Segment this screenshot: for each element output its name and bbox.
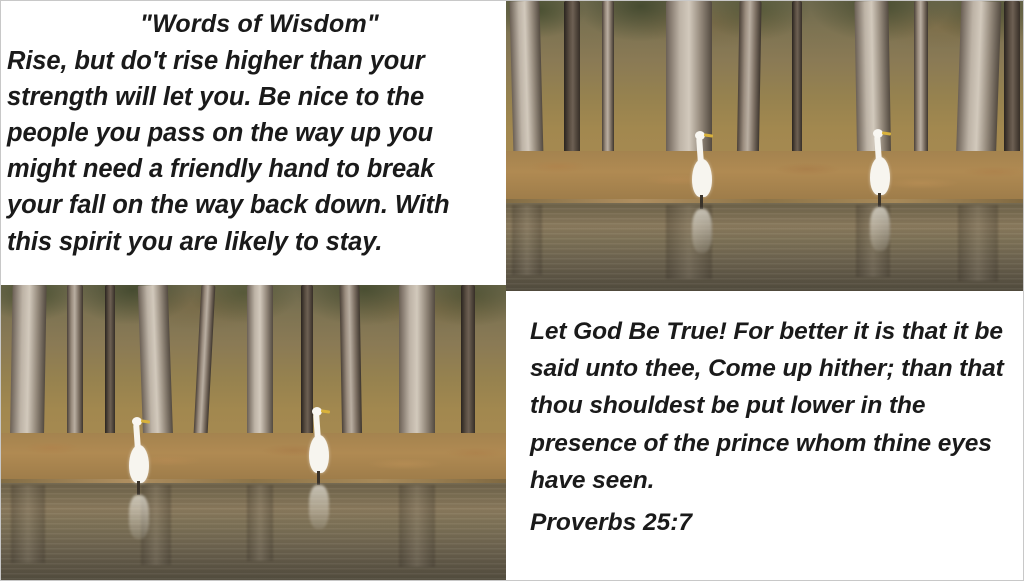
egret-reflection xyxy=(309,485,329,529)
pond-water xyxy=(506,203,1024,291)
wisdom-text-panel xyxy=(1,1,506,285)
tree-trunk xyxy=(301,285,313,443)
trunk-reflection xyxy=(11,485,45,563)
egret-body xyxy=(692,159,712,197)
wisdom-body-text: Rise, but do't rise higher than your strength will let you. Be nice to the people you pass on the way up you might need a friendly hand to break your fall on the way back down. With this spirit you are likely to stay. xyxy=(7,46,450,256)
egret-photo-top-right xyxy=(506,1,1024,291)
egret-body xyxy=(309,435,329,473)
trunk-reflection xyxy=(958,205,998,281)
tree-trunk xyxy=(914,1,928,173)
egret-legs xyxy=(317,471,320,485)
tree-trunk xyxy=(105,285,115,445)
egret-body xyxy=(129,445,149,483)
egret-reflection xyxy=(870,207,890,251)
pond-scene-bottom xyxy=(1,285,506,581)
trunk-reflection xyxy=(247,485,273,561)
egret-legs xyxy=(137,481,140,495)
tree-trunk xyxy=(1004,1,1020,167)
scripture-reference: Proverbs 25:7 xyxy=(530,509,693,537)
egret-legs xyxy=(878,193,881,207)
leaf-litter xyxy=(506,151,1024,203)
scripture-body-text: Let God Be True! For better it is that it be said unto thee, Come up hither; than that thou shouldest be put lower in the presence of the prince whom thine eyes have seen. xyxy=(530,318,1004,494)
egret-legs xyxy=(700,195,703,209)
trunk-reflection xyxy=(512,205,542,275)
egret-reflection xyxy=(129,495,149,539)
tree-trunk xyxy=(461,285,475,449)
egret-body xyxy=(870,157,890,195)
background-brush xyxy=(506,1,1024,93)
pond-scene-top xyxy=(506,1,1024,291)
tree-trunk xyxy=(602,1,614,169)
egret-photo-bottom-left xyxy=(1,285,506,581)
wisdom-heading: "Words of Wisdom" xyxy=(140,10,379,38)
trunk-reflection xyxy=(399,485,435,567)
leaf-litter xyxy=(1,433,506,483)
egret-reflection xyxy=(692,209,712,253)
scripture-text-panel xyxy=(506,291,1024,581)
tree-trunk xyxy=(792,1,802,161)
